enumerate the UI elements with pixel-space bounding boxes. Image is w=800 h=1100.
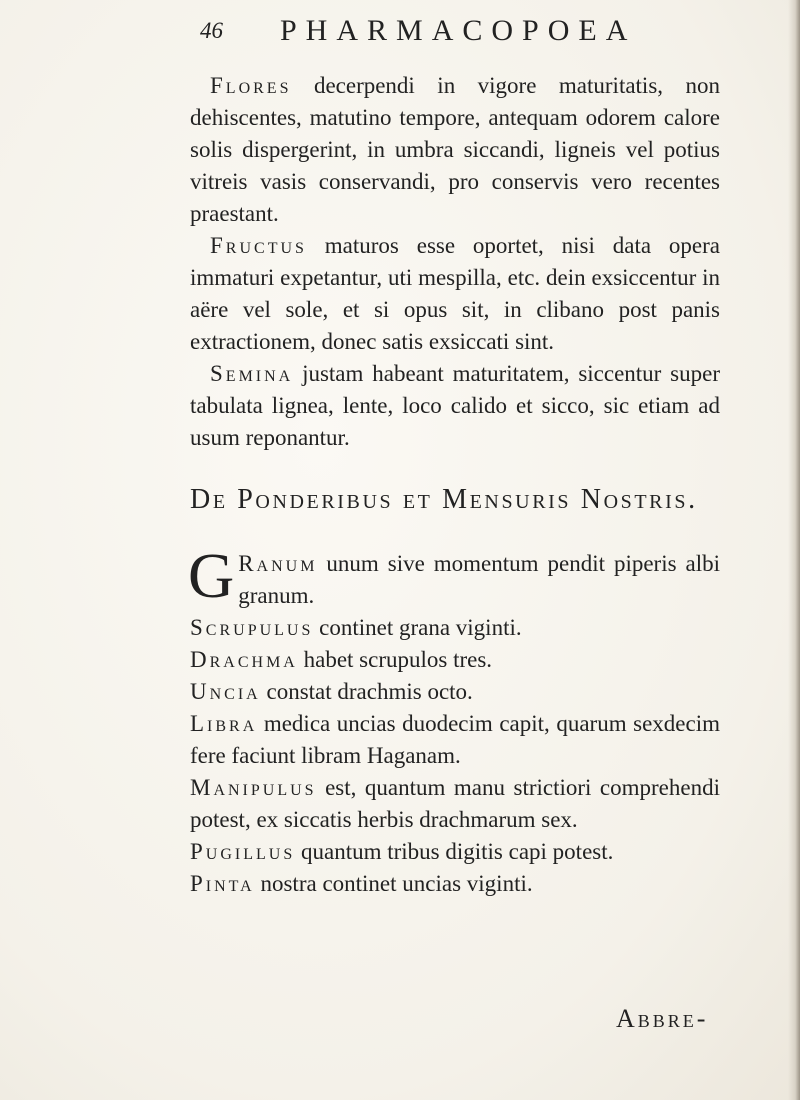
measure-text: est, quantum manu strictiori comprehendi potest, ex siccatis herbis drachmarum sex.	[190, 775, 720, 832]
page-edge-shadow	[788, 0, 800, 1100]
measure-text: continet grana viginti.	[313, 615, 522, 640]
page-number: 46	[200, 18, 223, 43]
drop-cap: G	[188, 540, 235, 611]
paragraph-fructus	[190, 230, 720, 358]
page-header	[190, 14, 710, 54]
paragraph-text: justam habeant maturitatem, siccentur super tabulata lignea, lente, loco calido et sicco, sic etiam ad usum reponantur.	[190, 361, 720, 450]
paragraph-flores	[190, 70, 720, 230]
measure-pugillus	[190, 836, 720, 868]
measure-lead: Uncia	[190, 679, 261, 704]
measure-lead: Pinta	[190, 871, 255, 896]
paragraph-text: decerpendi in vigore maturitatis, non dehiscentes, matutino tempore, antequam odorem calore solis dispergerint, in umbra siccandi, ligneis vel potius vitreis vasis conservandi, pro conservis vero recentes praestant.	[190, 73, 720, 226]
measure-uncia	[190, 676, 720, 708]
paragraph-lead: Semina	[210, 361, 294, 386]
paragraph-lead: Flores	[210, 73, 292, 98]
measure-libra	[190, 708, 720, 772]
paragraph-text: maturos esse oportet, nisi data opera immaturi expetantur, uti mespilla, etc. dein exsiccentur in aëre vel sole, et si opus sit, in clibano post panis extractionem, donec satis exsiccati sint.	[190, 233, 720, 354]
measure-drachma	[190, 644, 720, 676]
paragraph-semina	[190, 358, 720, 454]
catchword: Abbre-	[616, 1004, 709, 1033]
measure-text: nostra continet uncias viginti.	[254, 871, 533, 896]
measure-lead: Libra	[190, 711, 258, 736]
running-title: PHARMACOPOEA	[280, 14, 637, 47]
measure-lead: Drachma	[190, 647, 298, 672]
measure-text: habet scrupulos tres.	[297, 647, 493, 672]
measure-granum	[188, 540, 720, 612]
measure-text: medica uncias duodecim capit, quarum sexdecim fere faciunt libram Haganam.	[190, 711, 720, 768]
measure-pinta	[190, 868, 720, 900]
measure-manipulus	[190, 772, 720, 836]
measure-lead: Manipulus	[190, 775, 317, 800]
measure-text: constat drachmis octo.	[260, 679, 473, 704]
measure-lead: Scrupulus	[190, 615, 314, 640]
measure-scrupulus	[190, 612, 720, 644]
measure-text: quantum tribus digitis capi potest.	[295, 839, 614, 864]
paragraph-lead: Fructus	[210, 233, 307, 258]
measure-text: unum sive momentum pendit piperis albi granum.	[238, 551, 720, 608]
measure-lead: Pugillus	[190, 839, 296, 864]
section-heading: De Ponderibus et Mensuris Nostris.	[190, 484, 698, 515]
measure-lead: Ranum	[238, 551, 318, 576]
measures-list	[188, 540, 720, 900]
